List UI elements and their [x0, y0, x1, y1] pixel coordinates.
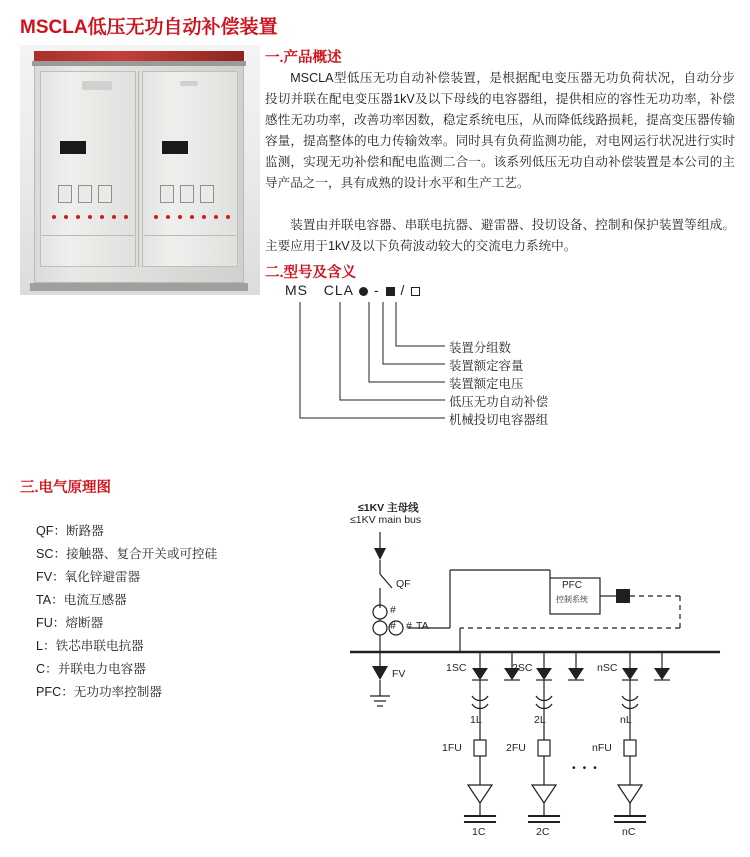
- indicator-lamp: [52, 215, 56, 219]
- label-c-2: 2C: [536, 826, 550, 838]
- legend-item-ta: TA：电流互感器: [36, 593, 127, 607]
- indicator-lamp: [124, 215, 128, 219]
- model-label-1: 装置额定容量: [449, 359, 524, 373]
- label-ta: TA: [416, 620, 429, 632]
- label-pfc-sub: 控制系统: [556, 595, 588, 604]
- label-l-n: nL: [620, 714, 632, 726]
- meter-right-3: [200, 185, 214, 203]
- model-code-slash: /: [400, 282, 406, 298]
- cabinet-top-rail: [32, 61, 246, 66]
- overview-text-1: MSCLA型低压无功自动补偿装置，是根据配电变压器无功负荷状况，自动分步投切并联在配电变压器1kV及以下母线的电容器组，提供相应的容性无功功率，补偿感性无功功率，改善功率因数，稳定系统电压，从而降低线路损耗，提高变压器传输容量，提高整体的电力传输效率。同时具有负荷监测功能，对电网运行状况进行实时监测，实现无功补偿和配电监测二合一。该系列低压无功自动补偿装置是本公司的主导产品之一，具有成熟的设计水平和生产工艺。: [265, 71, 735, 190]
- model-code-diagram: [265, 282, 735, 462]
- indicator-lamp: [100, 215, 104, 219]
- label-sc-2: 2SC: [512, 662, 533, 674]
- label-fu-n: nFU: [592, 742, 612, 754]
- meter-left-3: [98, 185, 112, 203]
- legend-item-c: C：并联电力电容器: [36, 662, 146, 676]
- label-fu-2: 2FU: [506, 742, 526, 754]
- legend-item-fu: FU：熔断器: [36, 616, 104, 630]
- model-code-dash: -: [374, 282, 380, 298]
- label-c-1: 1C: [472, 826, 486, 838]
- schematic-svg: [300, 500, 740, 855]
- door-strip: [42, 235, 134, 236]
- meter-left-1: [58, 185, 72, 203]
- schematic-legend: [36, 520, 266, 704]
- indicator-lamp: [166, 215, 170, 219]
- indicator-lamp: [202, 215, 206, 219]
- label-l-1: 1L: [470, 714, 482, 726]
- model-label-3: 低压无功自动补偿: [449, 395, 549, 409]
- label-pfc: PFC: [562, 580, 582, 591]
- door-seam: [138, 71, 139, 267]
- label-sc-1: 1SC: [446, 662, 467, 674]
- section-heading-overview: 一.产品概述: [265, 50, 342, 66]
- page-title: MSCLA低压无功自动补偿装置: [20, 17, 278, 38]
- indicator-lamp: [154, 215, 158, 219]
- label-l-2: 2L: [534, 714, 546, 726]
- indicator-lamp: [76, 215, 80, 219]
- legend-item-qf: QF：断路器: [36, 524, 104, 538]
- legend-item-fv: FV：氧化锌避雷器: [36, 570, 141, 584]
- meter-right-1: [160, 185, 174, 203]
- overview-paragraph-1: [265, 68, 735, 194]
- label-bus-cn: ≤1KV 主母线: [358, 502, 419, 514]
- cabinet-logo: [82, 81, 112, 90]
- cabinet-door-left: [40, 71, 136, 267]
- door-strip: [144, 235, 236, 236]
- model-code-cla: CLA: [323, 282, 354, 298]
- label-ct-hash-1: #: [390, 604, 396, 616]
- section-heading-schematic: 三.电气原理图: [20, 480, 112, 496]
- indicator-lamp: [214, 215, 218, 219]
- label-ct-hash-2: #: [390, 620, 396, 632]
- panel-switch-left: [60, 141, 86, 154]
- label-fu-1: 1FU: [442, 742, 462, 754]
- overview-text-2: 装置由并联电容器、串联电抗器、避雷器、投切设备、控制和保护装置等组成。主要应用于1kV及以下负荷波动较大的交流电力系统中。: [265, 218, 735, 253]
- cabinet-top-band: [34, 51, 244, 61]
- indicator-lamp: [178, 215, 182, 219]
- product-photo: [20, 45, 260, 295]
- indicator-lamp: [88, 215, 92, 219]
- cabinet-label: [180, 81, 198, 86]
- indicator-lamp: [226, 215, 230, 219]
- label-bus-en: ≤1KV main bus: [350, 514, 422, 526]
- legend-item-sc: SC：接触器、复合开关或可控硅: [36, 547, 218, 561]
- label-c-n: nC: [622, 826, 636, 838]
- model-code-ms: MS: [285, 282, 308, 298]
- label-fv: FV: [392, 668, 406, 680]
- model-label-2: 装置额定电压: [449, 377, 524, 391]
- legend-item-l: L：铁芯串联电抗器: [36, 639, 144, 653]
- legend-item-pfc: PFC：无功功率控制器: [36, 685, 162, 699]
- label-sc-n: nSC: [597, 662, 618, 674]
- cabinet-plinth: [30, 283, 248, 291]
- label-qf: QF: [396, 578, 411, 590]
- model-label-4: 机械投切电容器组: [449, 413, 549, 427]
- section-heading-model: 二.型号及含义: [265, 265, 357, 281]
- model-label-0: 装置分组数: [449, 341, 511, 355]
- panel-switch-right: [162, 141, 188, 154]
- label-ellipsis: • • •: [572, 762, 599, 774]
- indicator-lamp: [190, 215, 194, 219]
- electrical-schematic: [300, 500, 740, 850]
- overview-paragraph-2: [265, 215, 735, 257]
- meter-right-2: [180, 185, 194, 203]
- label-ct-hash-3: #: [406, 620, 412, 632]
- indicator-lamp: [112, 215, 116, 219]
- indicator-lamp: [64, 215, 68, 219]
- meter-left-2: [78, 185, 92, 203]
- cabinet-door-right: [142, 71, 238, 267]
